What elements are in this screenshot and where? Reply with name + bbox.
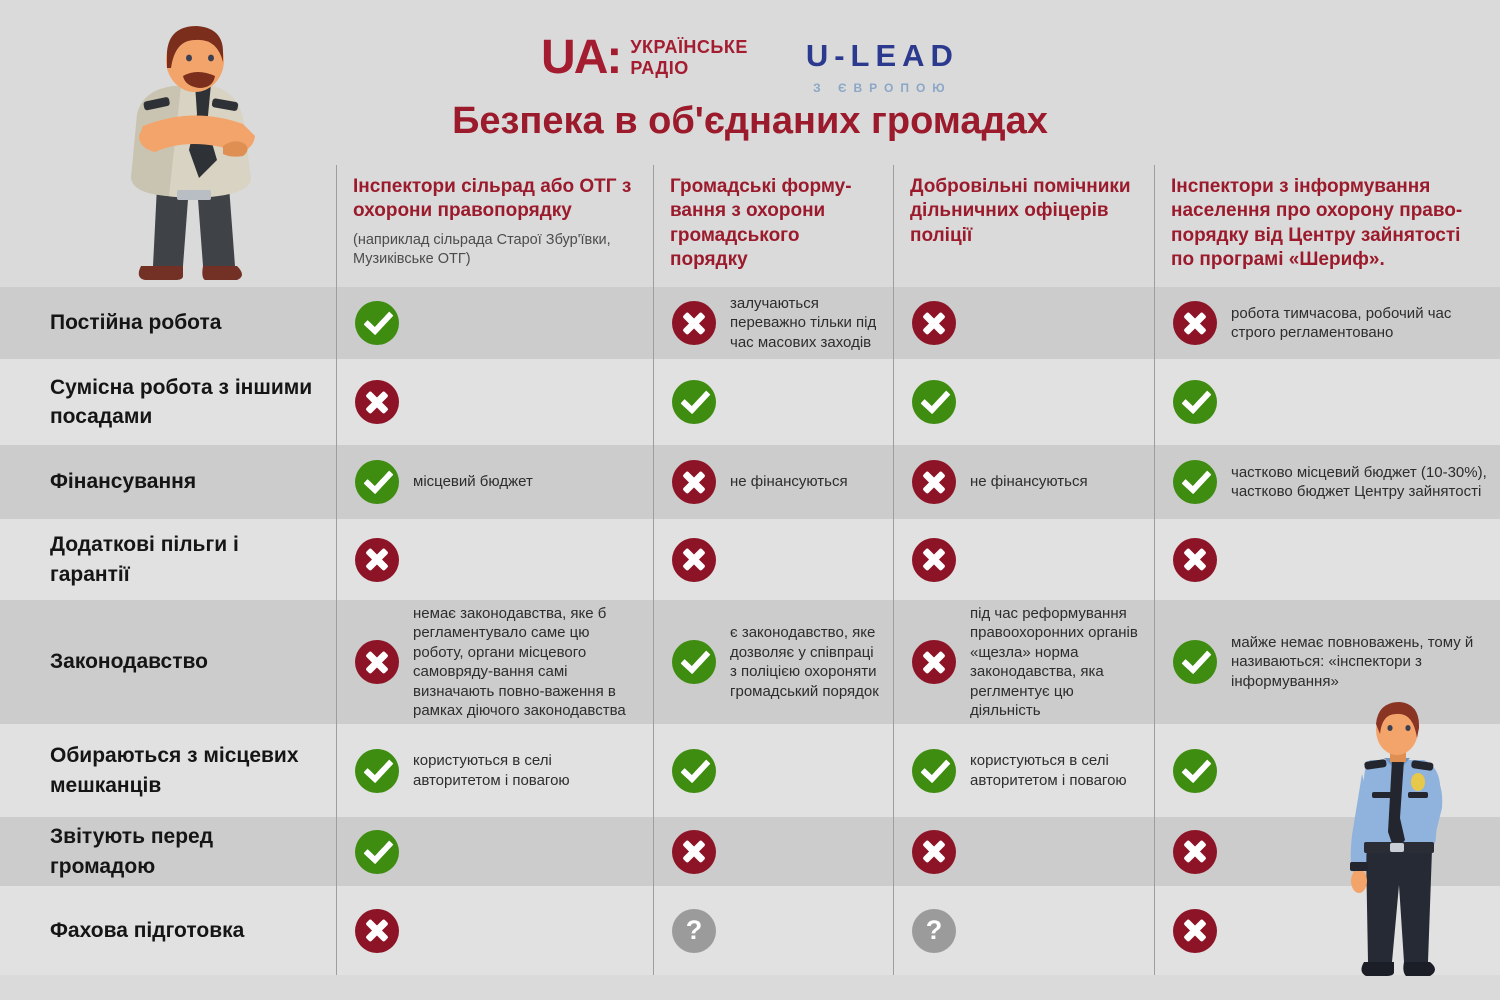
check-icon: [912, 749, 956, 793]
cross-icon: [355, 640, 399, 684]
guard-hand: [223, 141, 248, 156]
column-title: Добровільні помічники дільничних офіцерів поліції: [910, 176, 1131, 246]
table-cell: [894, 359, 1155, 445]
table-cell: [337, 817, 654, 886]
ua-logo-line2: РАДІО: [630, 57, 689, 78]
check-icon: [355, 460, 399, 504]
cross-icon: [912, 538, 956, 582]
ua-logo-text: [630, 37, 748, 77]
cross-icon: [912, 640, 956, 684]
column-title: Інспектори з інформування населення про охорону право-порядку від Центру зайнятості по програмі «Шериф».: [1171, 176, 1463, 270]
row-label-cell: [0, 519, 337, 600]
column-title: Інспектори сільрад або ОТГ з охорони правопорядку: [353, 176, 632, 222]
table-cell: [894, 600, 1155, 724]
check-icon: [1173, 640, 1217, 684]
cell-note: робота тимчасова, робочий час строго регламентовано: [1231, 304, 1452, 341]
check-icon: [672, 640, 716, 684]
page-title: Безпека в об'єднаних громадах: [452, 100, 1048, 142]
check-icon: [355, 830, 399, 874]
table-cell: [654, 817, 894, 886]
ulead-logo-tagline: З ЄВРОПОЮ: [813, 81, 952, 95]
cross-icon: [912, 830, 956, 874]
row-label-cell: [0, 359, 337, 445]
table-corner: [0, 165, 337, 287]
row-label: Звітують перед громадою: [50, 825, 214, 878]
table-cell: [1155, 600, 1500, 724]
ulead-logo-name: U-LEAD: [805, 38, 959, 73]
row-label: Додаткові пільги і гарантії: [50, 533, 239, 586]
table-cell: [654, 287, 894, 359]
cross-icon: [912, 460, 956, 504]
table-cell: [1155, 724, 1500, 817]
cell-note: під час реформування правоохоронних органів «щезла» норма законодавства, яка реглментує цю діяльність: [970, 604, 1138, 719]
cross-icon: [1173, 301, 1217, 345]
ua-logo-mark: UA:: [541, 31, 621, 84]
column-header-3: [894, 165, 1155, 287]
table-cell: [894, 287, 1155, 359]
check-icon: [672, 749, 716, 793]
table-cell: [894, 817, 1155, 886]
table-cell: [654, 519, 894, 600]
cross-icon: [1173, 538, 1217, 582]
table-cell: [654, 724, 894, 817]
ulead-logo: [806, 38, 959, 95]
row-label: Фінансування: [50, 470, 197, 494]
table-cell: [337, 600, 654, 724]
cell-note: користуються в селі авторитетом і повагою: [413, 752, 570, 789]
cross-icon: [912, 301, 956, 345]
row-label: Обираються з місцевих мешканців: [50, 744, 299, 797]
column-header-2: [654, 165, 894, 287]
check-icon: [355, 301, 399, 345]
table-cell: [654, 445, 894, 519]
row-label: Сумісна робота з іншими посадами: [50, 375, 313, 428]
cross-icon: [672, 830, 716, 874]
table-cell: [894, 519, 1155, 600]
check-icon: [355, 749, 399, 793]
cell-note: місцевий бюджет: [413, 473, 533, 491]
row-label: Постійна робота: [50, 311, 222, 335]
row-label-cell: [0, 724, 337, 817]
cross-icon: [355, 380, 399, 424]
table-cell: [654, 359, 894, 445]
table-cell: [894, 886, 1155, 975]
cross-icon: [355, 538, 399, 582]
table-cell: [1155, 886, 1500, 975]
table-cell: [654, 600, 894, 724]
ua-logo-line1: УКРАЇНСЬКЕ: [630, 37, 748, 58]
check-icon: [1173, 460, 1217, 504]
column-header-4: [1155, 165, 1500, 287]
cell-note: не фінансуються: [970, 473, 1088, 491]
check-icon: [672, 380, 716, 424]
table-cell: [337, 519, 654, 600]
row-label-cell: [0, 600, 337, 724]
question-icon: [672, 909, 716, 953]
check-icon: [1173, 380, 1217, 424]
cell-note: не фінансуються: [730, 473, 848, 491]
cross-icon: [1173, 909, 1217, 953]
table-cell: [654, 886, 894, 975]
table-cell: [337, 445, 654, 519]
table-cell: [337, 886, 654, 975]
cell-note: користуються в селі авторитетом і повагою: [970, 752, 1127, 789]
check-icon: [1173, 749, 1217, 793]
row-label-cell: [0, 817, 337, 886]
table-cell: [337, 359, 654, 445]
table-cell: [1155, 519, 1500, 600]
cell-note: немає законодавства, яке б регламентувало саме цю роботу, органи місцевого самовряду-вання самі визначають повно-важення в рамках діючого законодавства: [413, 604, 626, 719]
row-label: Законодавство: [50, 650, 208, 674]
cross-icon: [1173, 830, 1217, 874]
column-title: Громадські форму-вання з охорони громадського порядку: [670, 176, 852, 270]
table-cell: [1155, 817, 1500, 886]
table-cell: [337, 287, 654, 359]
row-label: Фахова підготовка: [50, 918, 245, 942]
logos-row: [0, 31, 1500, 95]
table-cell: [894, 724, 1155, 817]
cell-note: є законодавство, яке дозволяє у співпраці з поліцією охороняти громадський порядок: [730, 624, 879, 700]
cross-icon: [672, 538, 716, 582]
ua-radio-logo: [541, 31, 748, 84]
table-cell: [1155, 359, 1500, 445]
table-cell: [894, 445, 1155, 519]
cross-icon: [672, 460, 716, 504]
row-label-cell: [0, 287, 337, 359]
column-header-1: [337, 165, 654, 287]
cell-note: частково місцевий бюджет (10-30%), частково бюджет Центру зайнятості: [1231, 463, 1487, 500]
table-cell: [337, 724, 654, 817]
column-subtitle: (наприклад сільрада Старої Збур'ївки, Музиківське ОТГ): [353, 231, 611, 268]
row-label-cell: [0, 886, 337, 975]
question-icon: [912, 909, 956, 953]
table-cell: [1155, 445, 1500, 519]
comparison-table: [0, 165, 1500, 975]
row-label-cell: [0, 445, 337, 519]
cell-note: залучаються переважно тільки під час масових заходів: [730, 294, 877, 351]
cross-icon: [672, 301, 716, 345]
check-icon: [912, 380, 956, 424]
table-cell: [1155, 287, 1500, 359]
cell-note: майже немає повноважень, тому й називаються: «інспектори з інформування»: [1231, 633, 1474, 690]
cross-icon: [355, 909, 399, 953]
